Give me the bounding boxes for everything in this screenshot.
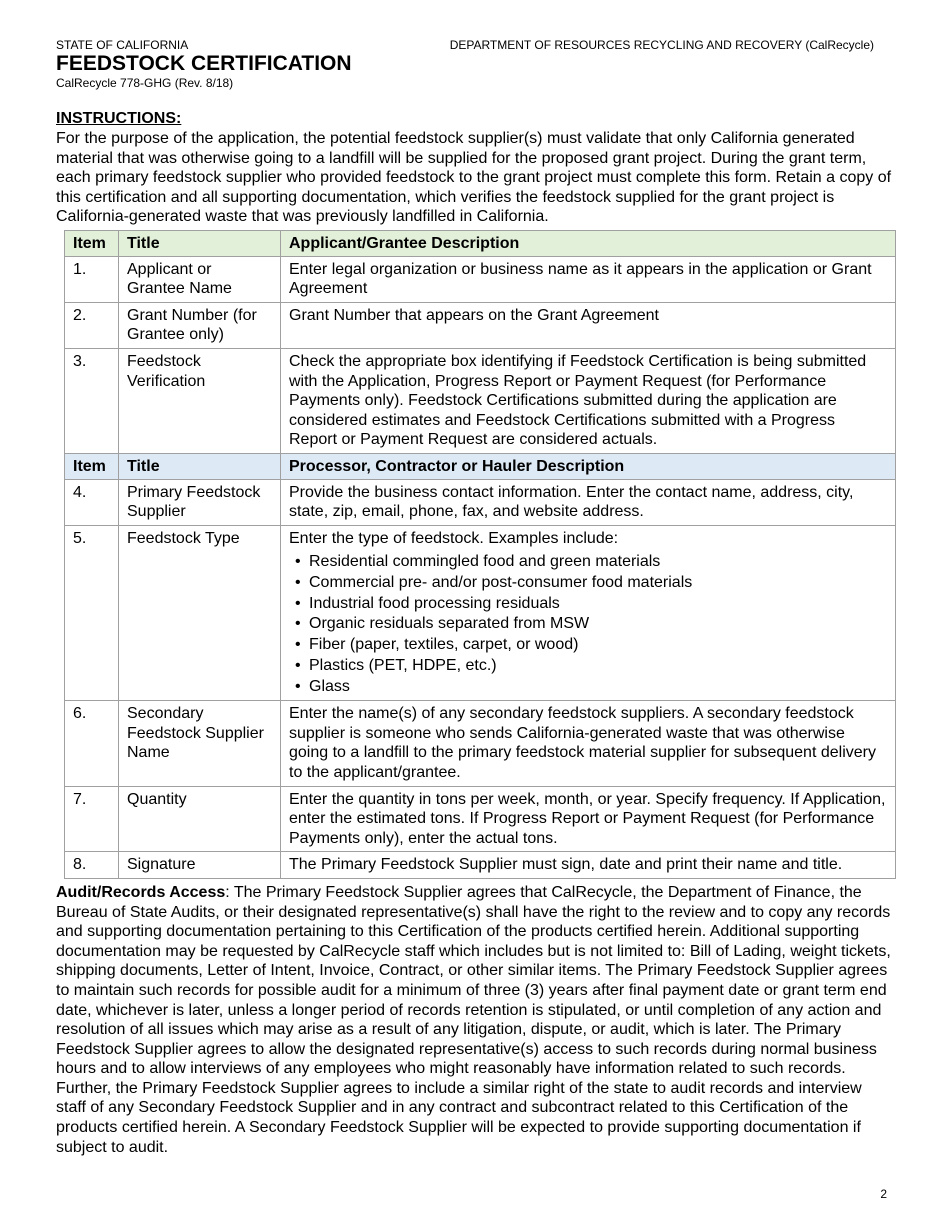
list-item: • Fiber (paper, textiles, carpet, or wood) <box>289 635 887 656</box>
audit-paragraph <box>56 883 896 1157</box>
row-item: 5. <box>65 525 119 701</box>
audit-label: Audit/Records Access <box>56 883 226 901</box>
header-description: Processor, Contractor or Hauler Description <box>281 453 896 479</box>
table-row <box>65 348 896 453</box>
department-label: DEPARTMENT OF RESOURCES RECYCLING AND RECOVERY (CalRecycle) <box>449 38 874 52</box>
list-item: • Commercial pre- and/or post-consumer food materials <box>289 573 887 594</box>
instructions-text: For the purpose of the application, the potential feedstock supplier(s) must validate that only California generated material that was otherwise going to a landfill will be supplied for the proposed grant project. During the grant term, each primary feedstock supplier who provided feedstock to the grant project must complete this form. Retain a copy of this certification and all supporting documentation, which verifies the feedstock supplied for the grant project is California-generated waste that was previously landfilled in California. <box>56 130 892 226</box>
header-title: Title <box>119 453 281 479</box>
header-title: Title <box>119 230 281 256</box>
row-title: Feedstock Type <box>119 525 281 701</box>
row-title: Primary Feedstock Supplier <box>119 479 281 525</box>
row-item: 7. <box>65 786 119 852</box>
row-item: 8. <box>65 852 119 879</box>
row-description: Provide the business contact information. Enter the contact name, address, city, state, zip, email, phone, fax, and website address. <box>281 479 896 525</box>
row-description: Enter legal organization or business name as it appears in the application or Grant Agreement <box>281 256 896 302</box>
row-title: Applicant or Grantee Name <box>119 256 281 302</box>
table-header-applicant <box>65 230 896 256</box>
feedstock-type-list <box>289 552 887 697</box>
table-row <box>65 525 896 701</box>
instructions-heading: INSTRUCTIONS: <box>56 110 182 127</box>
list-item: • Residential commingled food and green materials <box>289 552 887 573</box>
row-title: Quantity <box>119 786 281 852</box>
row-description <box>281 525 896 701</box>
row-description: Grant Number that appears on the Grant Agreement <box>281 302 896 348</box>
list-item: • Plastics (PET, HDPE, etc.) <box>289 656 887 677</box>
row-item: 6. <box>65 701 119 786</box>
row-item: 2. <box>65 302 119 348</box>
form-title: FEEDSTOCK CERTIFICATION <box>56 52 352 75</box>
row-description: Enter the quantity in tons per week, month, or year. Specify frequency. If Application, enter the estimated tons. If Progress Report or Payment Request (for Performance Payments only), enter the actual tons. <box>281 786 896 852</box>
row-item: 1. <box>65 256 119 302</box>
form-number: CalRecycle 778-GHG (Rev. 8/18) <box>56 76 234 90</box>
header-row <box>56 38 896 52</box>
header-item: Item <box>65 453 119 479</box>
row-item: 3. <box>65 348 119 453</box>
instructions-table <box>64 230 896 879</box>
feedstock-type-intro: Enter the type of feedstock. Examples include: <box>289 529 619 547</box>
table-header-processor <box>65 453 896 479</box>
row-description: The Primary Feedstock Supplier must sign, date and print their name and title. <box>281 852 896 879</box>
page-number: 2 <box>880 1187 887 1201</box>
row-title: Grant Number (for Grantee only) <box>119 302 281 348</box>
table-row <box>65 852 896 879</box>
document-page <box>56 38 896 1157</box>
list-item: • Glass <box>289 677 887 698</box>
row-title: Secondary Feedstock Supplier Name <box>119 701 281 786</box>
row-title: Feedstock Verification <box>119 348 281 453</box>
state-label: STATE OF CALIFORNIA <box>56 38 189 52</box>
table-row <box>65 256 896 302</box>
audit-text: : The Primary Feedstock Supplier agrees that CalRecycle, the Department of Finance, the Bureau of State Audits, or their designated representative(s) shall have the right to the review and to copy any records and supporting documentation pertaining to this Certification of the products certified herein. Additional supporting documentation may be requested by CalRecycle staff which includes but is not limited to: Bill of Lading, weight tickets, shipping documents, Letter of Intent, Invoice, Contract, or other similar items. The Primary Feedstock Supplier agrees to maintain such records for possible audit for a minimum of three (3) years after final payment date or grant term end date, whichever is later, unless a longer period of records retention is stipulated, or until completion of any action and resolution of all issues which may arise as a result of any litigation, dispute, or audit, which is later. The Primary Feedstock Supplier agrees to allow the designated representative(s) access to such records during normal business hours and to allow interviews of any employees who might reasonably have information related to such records. Further, the Primary Feedstock Supplier agrees to include a similar right of the state to audit records and interview staff of any Secondary Feedstock Supplier and in any contract and subcontract related to this Certification of the products certified herein. A Secondary Feedstock Supplier will be expected to provide supporting documentation if subject to audit. <box>56 883 891 1156</box>
row-title: Signature <box>119 852 281 879</box>
list-item: • Organic residuals separated from MSW <box>289 614 887 635</box>
header-description: Applicant/Grantee Description <box>281 230 896 256</box>
table-row <box>65 786 896 852</box>
table-row <box>65 302 896 348</box>
table-row <box>65 479 896 525</box>
row-description: Enter the name(s) of any secondary feedstock suppliers. A secondary feedstock supplier is someone who sends California-generated waste that was otherwise going to a landfill to the primary feedstock material supplier for subsequent delivery to the applicant/grantee. <box>281 701 896 786</box>
row-item: 4. <box>65 479 119 525</box>
list-item: • Industrial food processing residuals <box>289 594 887 615</box>
row-description: Check the appropriate box identifying if Feedstock Certification is being submitted with the Application, Progress Report or Payment Request (for Performance Payments only). Feedstock Certifications submitted during the application are considered estimates and Feedstock Certifications submitted with a Progress Report or Payment Request are considered actuals. <box>281 348 896 453</box>
table-row <box>65 701 896 786</box>
header-item: Item <box>65 230 119 256</box>
